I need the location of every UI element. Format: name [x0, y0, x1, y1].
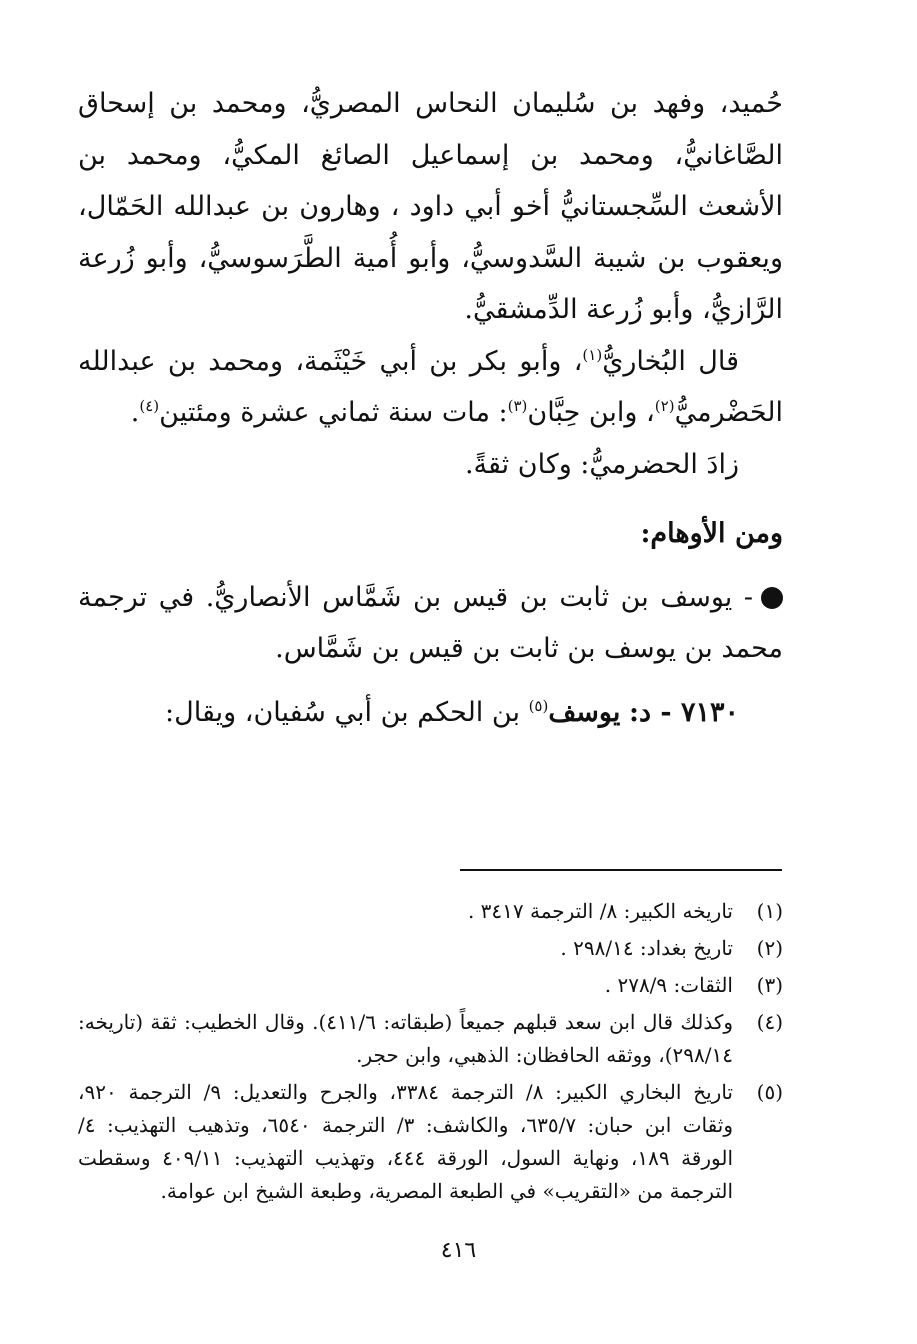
paragraph-students: حُميد، وفهد بن سُليمان النحاس المصريُّ، ومحمد بن إسحاق الصَّاغانيُّ، ومحمد بن إسماعيل الصائغ المكيُّ، ومحمد بن الأشعث السِّجستانيُّ أخو أبي داود ، وهارون بن عبدالله الحَمّال، ويعقوب بن شيبة السَّدوسيُّ، وأبو أُمية الطَّرَسوسيُّ، وأبو زُرعة الرَّازيُّ، وأبو زُرعة الدِّمشقيُّ.: [78, 88, 783, 325]
text-segment: .: [130, 397, 140, 428]
main-text: [78, 78, 783, 738]
footnote-text: تاريخ بغداد: ٢٩٨/١٤ .: [560, 936, 733, 960]
section-heading: ومن الأوهام:: [640, 518, 783, 549]
footnote-item: [78, 895, 783, 928]
entry-text: بن الحكم بن أبي سُفيان، ويقال:: [165, 696, 520, 728]
footnote-ref-5[interactable]: (٥): [528, 696, 549, 715]
bullet-icon: [761, 587, 783, 609]
entry-number: ٧١٣٠ - د:: [628, 696, 739, 728]
footnote-number: (٣): [756, 973, 783, 997]
footnote-ref-1[interactable]: (١): [582, 345, 603, 364]
footnote-ref-4[interactable]: (٤): [139, 397, 160, 415]
footnote-ref-3[interactable]: (٣): [507, 397, 528, 415]
footnote-divider: [460, 869, 782, 871]
paragraph-addition: زادَ الحضرميُّ: وكان ثقةً.: [464, 448, 739, 480]
footnote-number: (١): [756, 899, 783, 923]
footnote-text: تاريخه الكبير: ٨/ الترجمة ٣٤١٧ .: [467, 899, 733, 923]
entry-heading: [78, 687, 783, 739]
footnote-number: (٥): [756, 1080, 783, 1104]
bullet-text: - يوسف بن ثابت بن قيس بن شَمَّاس الأنصاريُّ. في ترجمة محمد بن يوسف بن ثابت بن قيس بن شَمَّاس.: [78, 581, 783, 664]
text-segment: : مات سنة ثماني عشرة ومئتين: [159, 397, 508, 428]
bullet-paragraph: [78, 572, 783, 675]
footnotes: [78, 895, 783, 1212]
text-segment: ، وأبو بكر بن أبي خَيْثَمة، ومحمد بن عبدالله الحَضْرميُّ: [78, 345, 783, 428]
footnote-number: (٢): [756, 936, 783, 960]
footnote-item: [78, 1006, 783, 1072]
text-segment: قال البُخاريُّ: [602, 345, 739, 377]
footnote-ref-2[interactable]: (٢): [654, 397, 675, 415]
footnote-text: الثقات: ٢٧٨/٩ .: [604, 973, 733, 997]
footnote-item: [78, 932, 783, 965]
text-segment: ، وابن حِبَّان: [527, 397, 655, 428]
footnote-text: وكذلك قال ابن سعد قبلهم جميعاً (طبقاته: ٤١١/٦). وقال الخطيب: ثقة (تاريخه: ٢٩٨/١٤)، ووثقه الحافظان: الذهبي، وابن حجر.: [78, 1010, 733, 1067]
paragraph-death-date: [78, 336, 783, 439]
footnote-number: (٤): [756, 1010, 783, 1034]
entry-name: يوسف: [548, 696, 621, 728]
footnote-item: [78, 969, 783, 1002]
footnote-text: تاريخ البخاري الكبير: ٨/ الترجمة ٣٣٨٤، والجرح والتعديل: ٩/ الترجمة ٩٢٠، وثقات ابن حبان: ٦٣٥/٧، والكاشف: ٣/ الترجمة ٦٥٤٠، وتذهيب التهذيب: ٤/ الورقة ١٨٩، ونهاية السول، الورقة ٤٤٤، وتهذيب التهذيب: ٤٠٩/١١ وسقطت الترجمة من «التقريب» في الطبعة المصرية، وطبعة الشيخ ابن عوامة.: [78, 1080, 734, 1203]
footnote-item: [78, 1076, 783, 1208]
page-number: ٤١٦: [440, 1238, 477, 1263]
